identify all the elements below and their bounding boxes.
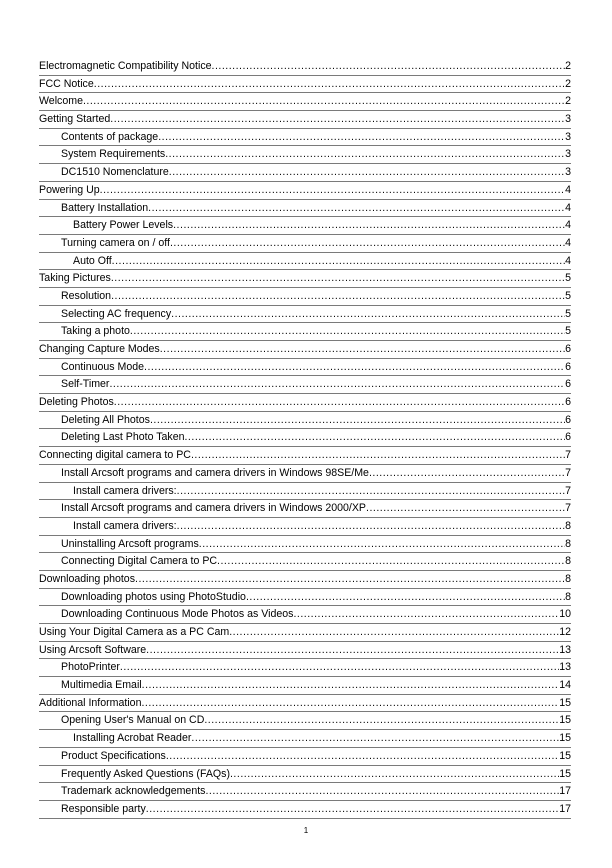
toc-entry-page: 6 — [565, 360, 571, 373]
toc-entry-page: 4 — [565, 254, 571, 267]
toc-entry[interactable] — [39, 429, 571, 447]
toc-entry[interactable] — [39, 695, 571, 713]
toc-entry-title: Additional Information — [39, 696, 142, 709]
toc-entry-page: 8 — [565, 519, 571, 532]
toc-entry-page: 12 — [559, 626, 571, 638]
toc-entry-title: DC1510 Nomenclature — [61, 166, 169, 179]
toc-entry[interactable] — [39, 571, 571, 589]
toc-dot-leader — [204, 712, 559, 730]
toc-entry-page: 15 — [559, 714, 571, 727]
toc-entry-page: 3 — [565, 113, 571, 126]
toc-entry-page: 5 — [565, 325, 571, 338]
toc-entry[interactable] — [39, 730, 571, 748]
toc-entry[interactable] — [39, 483, 571, 501]
toc-entry-page: 5 — [565, 307, 571, 320]
toc-dot-leader — [205, 783, 559, 801]
toc-entry[interactable] — [39, 500, 571, 518]
toc-entry[interactable] — [39, 270, 571, 288]
toc-entry[interactable] — [39, 447, 571, 465]
toc-entry-page: 4 — [565, 183, 571, 196]
toc-dot-leader — [112, 253, 565, 271]
toc-dot-leader — [212, 58, 566, 76]
toc-dot-leader — [148, 200, 565, 218]
toc-entry-page: 7 — [565, 449, 571, 462]
toc-entry[interactable] — [39, 253, 571, 271]
toc-entry-title: Resolution — [61, 289, 112, 302]
toc-entry-title: Opening User's Manual on CD — [61, 714, 205, 727]
toc-dot-leader — [110, 111, 565, 129]
page-number: 1 — [303, 826, 309, 835]
toc-entry-title: Using Your Digital Camera as a PC Cam — [39, 626, 230, 638]
toc-entry-title: Installing Acrobat Reader — [73, 732, 192, 745]
toc-entry[interactable] — [39, 359, 571, 377]
toc-entry-page: 7 — [565, 484, 571, 497]
toc-entry[interactable] — [39, 217, 571, 235]
toc-entry-title: Electromagnetic Compatibility Notice — [39, 60, 212, 72]
toc-dot-leader — [165, 146, 565, 164]
toc-dot-leader — [169, 164, 565, 182]
toc-entry[interactable] — [39, 76, 571, 94]
toc-entry-title: Downloading Continuous Mode Photos as Videos — [61, 608, 294, 621]
toc-entry-title: Powering Up — [39, 183, 100, 196]
toc-entry[interactable] — [39, 412, 571, 430]
toc-entry-page: 3 — [565, 166, 571, 179]
toc-entry[interactable] — [39, 766, 571, 784]
toc-dot-leader — [141, 695, 559, 713]
toc-entry-page: 15 — [559, 749, 571, 762]
toc-entry-page: 8 — [565, 590, 571, 603]
toc-dot-leader — [366, 500, 565, 518]
toc-entry[interactable] — [39, 553, 571, 571]
toc-entry[interactable] — [39, 624, 571, 642]
toc-entry[interactable] — [39, 129, 571, 147]
toc-entry-title: PhotoPrinter — [61, 661, 120, 674]
toc-entry-title: Trademark acknowledgements — [61, 785, 206, 798]
toc-entry[interactable] — [39, 589, 571, 607]
toc-dot-leader — [230, 766, 559, 784]
toc-entry-page: 6 — [565, 378, 571, 391]
toc-entry[interactable] — [39, 341, 571, 359]
toc-entry-title: Continuous Mode — [61, 360, 145, 373]
toc-dot-leader — [100, 182, 565, 200]
toc-entry[interactable] — [39, 288, 571, 306]
toc-entry[interactable] — [39, 394, 571, 412]
toc-entry-title: Contents of package — [61, 130, 159, 143]
toc-dot-leader — [177, 518, 565, 536]
toc-entry[interactable] — [39, 748, 571, 766]
toc-entry-title: Deleting Photos — [39, 396, 114, 409]
toc-entry-title: Turning camera on / off — [61, 236, 170, 249]
toc-dot-leader — [184, 429, 565, 447]
toc-dot-leader — [177, 483, 565, 501]
toc-dot-leader — [229, 624, 559, 642]
toc-entry-page: 7 — [565, 502, 571, 515]
toc-entry[interactable] — [39, 164, 571, 182]
toc-entry-title: Taking Pictures — [39, 272, 111, 285]
toc-dot-leader — [293, 606, 559, 624]
toc-dot-leader — [170, 235, 565, 253]
toc-entry[interactable] — [39, 93, 571, 111]
toc-entry[interactable] — [39, 518, 571, 536]
toc-dot-leader — [114, 394, 565, 412]
toc-entry-title: Changing Capture Modes — [39, 343, 160, 355]
toc-dot-leader — [111, 288, 565, 306]
toc-entry-title: Downloading photos — [39, 572, 136, 585]
toc-entry[interactable] — [39, 783, 571, 801]
toc-entry-page: 2 — [565, 60, 571, 72]
toc-entry-title: Auto Off — [73, 254, 112, 267]
toc-dot-leader — [217, 553, 565, 571]
toc-entry-page: 8 — [565, 537, 571, 550]
toc-entry[interactable] — [39, 376, 571, 394]
toc-entry-page: 17 — [559, 785, 571, 798]
toc-entry-title: Connecting digital camera to PC — [39, 449, 191, 462]
toc-dot-leader — [160, 341, 565, 359]
toc-entry[interactable] — [39, 111, 571, 129]
toc-entry-title: Connecting Digital Camera to PC — [61, 555, 218, 568]
toc-entry-title: Install camera drivers: — [73, 519, 177, 532]
toc-entry-page: 15 — [559, 696, 571, 709]
toc-dot-leader — [173, 217, 565, 235]
toc-entry-page: 2 — [565, 95, 571, 108]
toc-entry-title: Install Arcsoft programs and camera drivers in Windows 98SE/Me — [61, 466, 369, 479]
toc-entry[interactable] — [39, 465, 571, 483]
toc-entry[interactable] — [39, 306, 571, 324]
toc-entry-page: 3 — [565, 148, 571, 161]
toc-dot-leader — [191, 730, 559, 748]
toc-dot-leader — [83, 93, 565, 111]
toc-entry-title: Frequently Asked Questions (FAQs) — [61, 767, 230, 780]
toc-entry[interactable] — [39, 677, 571, 695]
toc-entry-title: Self-Timer — [61, 378, 110, 391]
toc-entry-title: Welcome — [39, 95, 83, 108]
toc-entry-title: Responsible party — [61, 802, 146, 815]
toc-entry-page: 13 — [559, 661, 571, 674]
toc-dot-leader — [158, 129, 565, 147]
toc-dot-leader — [146, 642, 559, 660]
toc-entry[interactable] — [39, 58, 571, 76]
toc-entry[interactable] — [39, 323, 571, 341]
toc-dot-leader — [191, 447, 565, 465]
toc-entry-page: 8 — [565, 572, 571, 585]
toc-entry[interactable] — [39, 712, 571, 730]
toc-entry-title: Getting Started — [39, 113, 111, 126]
toc-entry[interactable] — [39, 146, 571, 164]
toc-dot-leader — [246, 589, 565, 607]
toc-dot-leader — [142, 677, 560, 695]
table-of-contents — [39, 58, 571, 819]
toc-entry-title: Using Arcsoft Software — [39, 643, 147, 656]
toc-dot-leader — [199, 536, 565, 554]
toc-dot-leader — [135, 571, 565, 589]
toc-entry-title: Downloading photos using PhotoStudio — [61, 590, 246, 603]
toc-entry[interactable] — [39, 235, 571, 253]
toc-entry-title: Taking a photo — [61, 325, 130, 338]
toc-entry-page: 2 — [565, 77, 571, 90]
toc-entry-page: 4 — [565, 219, 571, 232]
toc-entry-title: Deleting Last Photo Taken — [61, 431, 185, 444]
toc-dot-leader — [111, 270, 565, 288]
toc-entry-page: 15 — [559, 767, 571, 780]
toc-entry[interactable] — [39, 801, 571, 819]
toc-entry-page: 15 — [559, 732, 571, 745]
toc-entry[interactable] — [39, 606, 571, 624]
toc-dot-leader — [120, 659, 559, 677]
toc-dot-leader — [150, 412, 565, 430]
toc-entry-title: Battery Power Levels — [73, 219, 174, 232]
toc-dot-leader — [109, 376, 565, 394]
toc-entry[interactable] — [39, 659, 571, 677]
toc-entry[interactable] — [39, 642, 571, 660]
toc-entry[interactable] — [39, 200, 571, 218]
toc-entry-page: 14 — [559, 679, 571, 692]
toc-entry-page: 10 — [559, 608, 571, 621]
toc-dot-leader — [130, 323, 565, 341]
toc-entry-page: 8 — [565, 555, 571, 568]
toc-entry-page: 4 — [565, 236, 571, 249]
toc-entry[interactable] — [39, 182, 571, 200]
toc-dot-leader — [369, 465, 565, 483]
toc-entry-page: 6 — [565, 396, 571, 409]
toc-entry-title: Install camera drivers: — [73, 484, 177, 497]
toc-entry-page: 17 — [559, 802, 571, 815]
toc-entry-title: Uninstalling Arcsoft programs — [61, 537, 199, 550]
toc-entry-title: Multimedia Email — [61, 679, 142, 692]
toc-entry-title: Deleting All Photos — [61, 413, 150, 426]
toc-entry-title: Install Arcsoft programs and camera drivers in Windows 2000/XP — [61, 502, 366, 515]
toc-dot-leader — [171, 306, 565, 324]
toc-entry-page: 4 — [565, 201, 571, 214]
toc-entry-page: 6 — [565, 413, 571, 426]
toc-dot-leader — [94, 76, 565, 94]
toc-entry-title: Product Specifications — [61, 749, 166, 762]
toc-entry-page: 3 — [565, 130, 571, 143]
toc-entry-title: FCC Notice — [39, 77, 94, 90]
toc-entry-page: 5 — [565, 289, 571, 302]
toc-dot-leader — [144, 359, 565, 377]
toc-entry[interactable] — [39, 536, 571, 554]
toc-dot-leader — [146, 801, 559, 819]
toc-dot-leader — [166, 748, 559, 766]
toc-entry-title: Selecting AC frequency — [61, 307, 172, 320]
toc-entry-page: 13 — [559, 643, 571, 656]
toc-entry-title: Battery Installation — [61, 201, 149, 214]
toc-entry-page: 7 — [565, 466, 571, 479]
toc-entry-page: 6 — [565, 343, 571, 355]
toc-entry-page: 5 — [565, 272, 571, 285]
toc-entry-title: System Requirements — [61, 148, 166, 161]
toc-entry-page: 6 — [565, 431, 571, 444]
